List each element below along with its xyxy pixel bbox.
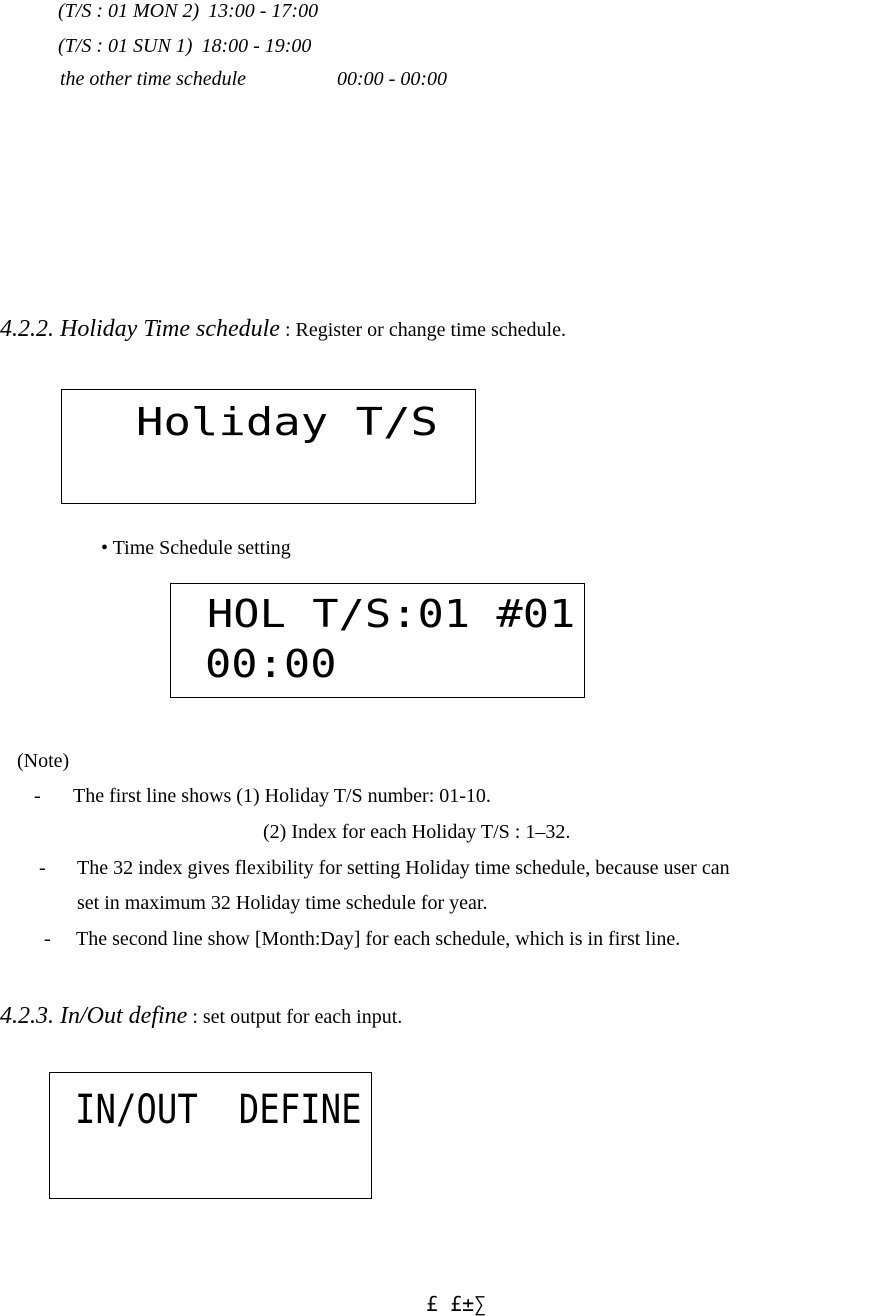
schedule-line-2 (58, 35, 311, 58)
note-label: (Note) (17, 750, 70, 772)
schedule-time: 00:00 - 00:00 (337, 68, 447, 90)
lcd-title: Holiday T/S (136, 400, 439, 444)
schedule-line-3 (60, 68, 447, 91)
schedule-line-1 (58, 0, 318, 23)
lcd-holiday-ts (61, 389, 476, 504)
note-dash: - (39, 857, 46, 879)
schedule-label: (T/S : 01 SUN 1) (58, 35, 193, 57)
section-desc: : Register or change time schedule. (279, 319, 566, 341)
lcd-hol-ts-setting (170, 583, 585, 698)
note-line: set in maximum 32 Holiday time schedule for year. (77, 892, 488, 914)
note-line: The first line shows (1) Holiday T/S number: 01-10. (73, 785, 491, 807)
schedule-label: (T/S : 01 MON 2) (58, 0, 200, 22)
lcd-in-out-define (49, 1072, 372, 1199)
lcd-title: IN/OUT DEFINE (75, 1087, 362, 1133)
schedule-time: 13:00 - 17:00 (208, 0, 319, 22)
schedule-time: 18:00 - 19:00 (201, 35, 312, 57)
note-line: The second line show [Month:Day] for each schedule, which is in first line. (76, 928, 681, 950)
lcd-line-2: 00:00 (205, 642, 337, 686)
section-heading-in-out-define (0, 1003, 402, 1030)
note-line: The 32 index gives flexibility for setting Holiday time schedule, because user can (77, 857, 730, 879)
note-dash: - (34, 785, 41, 807)
section-heading-holiday-ts (0, 316, 566, 343)
page-number: £ £±∑ (426, 1292, 487, 1316)
note-dash: - (44, 928, 51, 950)
section-desc: : set output for each input. (187, 1006, 403, 1028)
schedule-label: the other time schedule (60, 68, 247, 90)
bullet-time-schedule-setting: • Time Schedule setting (101, 537, 291, 559)
section-title: 4.2.2. Holiday Time schedule (0, 316, 280, 342)
lcd-line-1: HOL T/S:01 #01 (207, 592, 576, 636)
section-title: 4.2.3. In/Out define (0, 1003, 188, 1029)
note-line: (2) Index for each Holiday T/S : 1–32. (263, 821, 571, 843)
